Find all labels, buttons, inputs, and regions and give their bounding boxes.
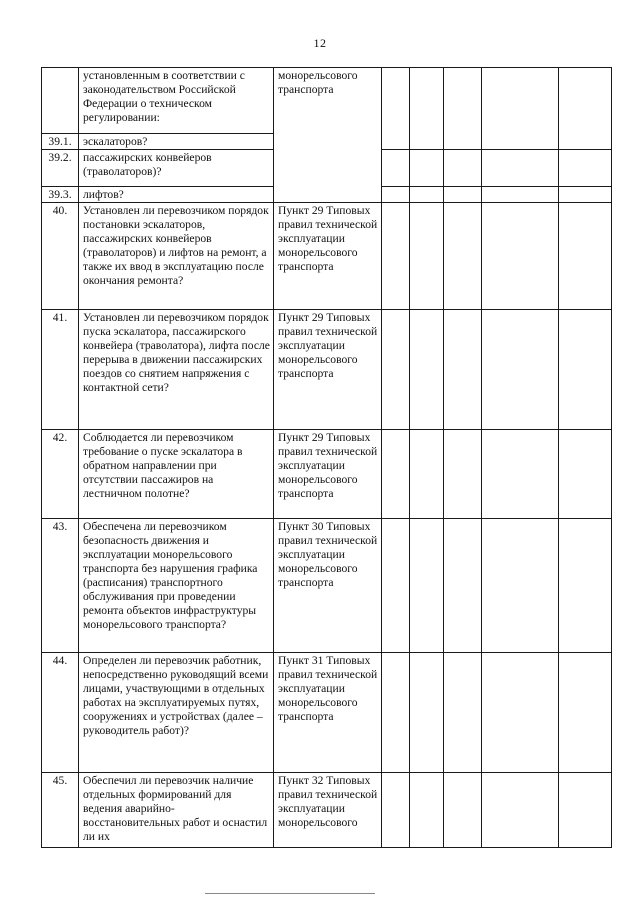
question-cell: эскалаторов? — [79, 134, 274, 150]
na-cell — [444, 430, 482, 519]
yes-cell — [382, 310, 410, 430]
table-row — [42, 203, 612, 310]
no-cell — [410, 187, 444, 203]
no-cell — [410, 773, 444, 848]
reference-cell: Пункт 31 Типовых правил технической эксплуатации монорельсового транспорта — [274, 653, 382, 773]
note-cell — [482, 68, 559, 150]
row-number: 39.1. — [42, 134, 79, 150]
no-cell — [410, 310, 444, 430]
question-cell: Установлен ли перевозчиком порядок постановки эскалаторов, пассажирских конвейеров (траволаторов) и лифтов на ремонт, а также их ввод в эксплуатацию после окончания ремонта? — [79, 203, 274, 310]
question-cell: лифтов? — [79, 187, 274, 203]
question-cell: Установлен ли перевозчиком порядок пуска эскалатора, пассажирского конвейера (траволатора), лифта после перерыва в движении пассажирских поездов со снятием напряжения с контактной сети? — [79, 310, 274, 430]
extra-cell — [559, 310, 612, 430]
reference-cell: Пункт 32 Типовых правил технической эксплуатации монорельсового — [274, 773, 382, 848]
na-cell — [444, 203, 482, 310]
yes-cell — [382, 68, 410, 150]
row-number: 41. — [42, 310, 79, 430]
row-number: 45. — [42, 773, 79, 848]
table-row — [42, 310, 612, 430]
row-number: 40. — [42, 203, 79, 310]
reference-cell: монорельсового транспорта — [274, 68, 382, 203]
note-cell — [482, 203, 559, 310]
scan-edge-line — [205, 893, 375, 897]
no-cell — [410, 68, 444, 150]
reference-cell: Пункт 29 Типовых правил технической эксплуатации монорельсового транспорта — [274, 203, 382, 310]
question-cell: установленным в соответствии с законодательством Российской Федерации о техническом регулировании: — [79, 68, 274, 134]
yes-cell — [382, 150, 410, 187]
table-row — [42, 773, 612, 848]
na-cell — [444, 310, 482, 430]
no-cell — [410, 519, 444, 653]
table-row — [42, 653, 612, 773]
row-number: 43. — [42, 519, 79, 653]
reference-cell: Пункт 29 Типовых правил технической эксплуатации монорельсового транспорта — [274, 310, 382, 430]
note-cell — [482, 653, 559, 773]
question-cell: Соблюдается ли перевозчиком требование о пуске эскалатора в обратном направлении при отсутствии пассажиров на лестничном полотне? — [79, 430, 274, 519]
extra-cell — [559, 187, 612, 203]
extra-cell — [559, 519, 612, 653]
note-cell — [482, 519, 559, 653]
note-cell — [482, 150, 559, 187]
no-cell — [410, 653, 444, 773]
na-cell — [444, 773, 482, 848]
extra-cell — [559, 203, 612, 310]
table-row — [42, 68, 612, 134]
no-cell — [410, 203, 444, 310]
yes-cell — [382, 430, 410, 519]
no-cell — [410, 150, 444, 187]
yes-cell — [382, 187, 410, 203]
note-cell — [482, 773, 559, 848]
page-number: 12 — [313, 36, 327, 50]
yes-cell — [382, 773, 410, 848]
question-cell: Обеспечена ли перевозчиком безопасность движения и эксплуатации монорельсового транспорта без нарушения графика (расписания) транспортного обслуживания при проведении ремонта объектов инфраструктуры монорельсового транспорта? — [79, 519, 274, 653]
extra-cell — [559, 68, 612, 150]
reference-cell: Пункт 29 Типовых правил технической эксплуатации монорельсового транспорта — [274, 430, 382, 519]
row-number: 39.2. — [42, 150, 79, 187]
table-row — [42, 519, 612, 653]
yes-cell — [382, 203, 410, 310]
checklist-table — [41, 67, 612, 848]
na-cell — [444, 519, 482, 653]
yes-cell — [382, 519, 410, 653]
note-cell — [482, 310, 559, 430]
question-cell: Обеспечил ли перевозчик наличие отдельных формирований для ведения аварийно-восстановительных работ и оснастил ли их — [79, 773, 274, 848]
no-cell — [410, 430, 444, 519]
row-number — [42, 68, 79, 134]
na-cell — [444, 68, 482, 150]
row-number: 44. — [42, 653, 79, 773]
na-cell — [444, 653, 482, 773]
na-cell — [444, 187, 482, 203]
extra-cell — [559, 430, 612, 519]
yes-cell — [382, 653, 410, 773]
extra-cell — [559, 653, 612, 773]
extra-cell — [559, 150, 612, 187]
row-number: 42. — [42, 430, 79, 519]
note-cell — [482, 430, 559, 519]
reference-cell: Пункт 30 Типовых правил технической эксплуатации монорельсового транспорта — [274, 519, 382, 653]
note-cell — [482, 187, 559, 203]
table-row — [42, 430, 612, 519]
row-number: 39.3. — [42, 187, 79, 203]
na-cell — [444, 150, 482, 187]
question-cell: Определен ли перевозчик работник, непосредственно руководящий всеми лицами, участвующими в отдельных работах на эксплуатируемых путях, сооружениях и устройствах (далее – руководитель работ)? — [79, 653, 274, 773]
extra-cell — [559, 773, 612, 848]
question-cell: пассажирских конвейеров (траволаторов)? — [79, 150, 274, 187]
